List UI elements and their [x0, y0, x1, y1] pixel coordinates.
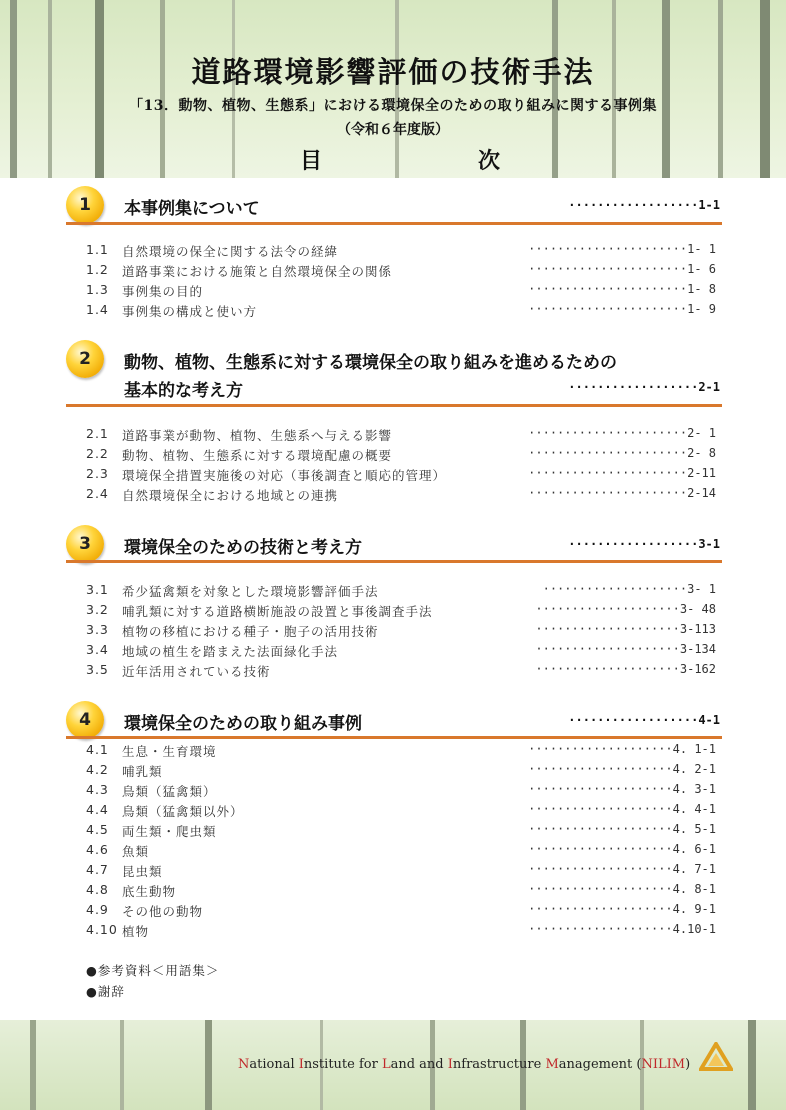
- toc-entry[interactable]: [86, 760, 720, 780]
- footer-cap: L: [381, 1057, 391, 1072]
- entry-label: 哺乳類に対する道路横断施設の設置と事後調査手法: [122, 604, 433, 619]
- section-page-ref: ··················2-1: [568, 380, 720, 394]
- section-title-line-1: 動物、植物、生態系に対する環境保全の取り組みを進めるための: [124, 353, 617, 373]
- toc-heading-char-2: 次: [477, 148, 500, 174]
- toc-entry[interactable]: [86, 260, 720, 280]
- entry-page: ····················3-162: [535, 662, 716, 676]
- footer-text: ational: [249, 1057, 299, 1072]
- toc-entry[interactable]: [86, 900, 720, 920]
- toc-entry[interactable]: [86, 580, 720, 600]
- entry-label: 底生動物: [122, 884, 177, 899]
- entry-number: 4.9: [86, 902, 109, 917]
- entry-label: その他の動物: [122, 904, 204, 919]
- entry-page: ····················4. 3-1: [528, 782, 716, 796]
- entry-label: 希少猛禽類を対象とした環境影響評価手法: [122, 584, 379, 599]
- entry-page: ····················3-134: [535, 642, 716, 656]
- section-divider: [66, 736, 722, 739]
- section-number-badge: 2: [66, 340, 104, 378]
- entry-label: 魚類: [122, 844, 150, 859]
- toc-entry[interactable]: [86, 464, 720, 484]
- section-divider: [66, 560, 722, 563]
- entry-number: 2.1: [86, 426, 109, 441]
- reference-acknowledgements[interactable]: ●謝辞: [86, 984, 125, 999]
- entry-label: 地域の植生を踏まえた法面緑化手法: [122, 644, 339, 659]
- entry-number: 4.7: [86, 862, 109, 877]
- section-1-items: [86, 240, 720, 320]
- section-3-items: [86, 580, 720, 680]
- document-subtitle: 「13．動物、植物、生態系」における環境保全のための取り組みに関する事例集: [129, 98, 657, 114]
- toc-entry[interactable]: [86, 820, 720, 840]
- entry-number: 4.1: [86, 742, 109, 757]
- section-title-line-2: 基本的な考え方: [124, 381, 243, 401]
- institute-name: [238, 1057, 690, 1072]
- entry-number: 3.5: [86, 662, 109, 677]
- nilim-logo-icon: [699, 1042, 733, 1072]
- entry-page: ······················2- 8: [528, 446, 716, 460]
- entry-page: ····················4. 5-1: [528, 822, 716, 836]
- entry-number: 4.8: [86, 882, 109, 897]
- entry-number: 4.4: [86, 802, 109, 817]
- entry-number: 2.2: [86, 446, 109, 461]
- entry-number: 1.1: [86, 242, 109, 257]
- toc-entry[interactable]: [86, 240, 720, 260]
- toc-heading: [300, 144, 500, 175]
- entry-label: 植物: [122, 924, 150, 939]
- entry-page: ······················2-11: [528, 466, 716, 480]
- section-divider: [66, 222, 722, 225]
- section-title: 環境保全のための取り組み事例: [124, 714, 362, 734]
- toc-entry[interactable]: [86, 424, 720, 444]
- toc-entry[interactable]: [86, 860, 720, 880]
- entry-label: 近年活用されている技術: [122, 664, 271, 679]
- entry-number: 4.5: [86, 822, 109, 837]
- entry-number: 3.1: [86, 582, 109, 597]
- entry-number: 4.10: [86, 922, 118, 937]
- footer-cap: I: [447, 1057, 453, 1072]
- entry-page: ······················2- 1: [528, 426, 716, 440]
- entry-page: ····················3-113: [535, 622, 716, 636]
- toc-entry[interactable]: [86, 780, 720, 800]
- footer-text: ): [685, 1057, 691, 1072]
- entry-label: 鳥類（猛禽類以外）: [122, 804, 244, 819]
- entry-number: 3.4: [86, 642, 109, 657]
- footer-text: and and: [390, 1057, 448, 1072]
- entry-label: 道路事業における施策と自然環境保全の関係: [122, 264, 393, 279]
- toc-entry[interactable]: [86, 800, 720, 820]
- section-title: 本事例集について: [124, 199, 260, 219]
- entry-label: 鳥類（猛禽類）: [122, 784, 217, 799]
- entry-page: ····················4. 8-1: [528, 882, 716, 896]
- entry-label: 生息・生育環境: [122, 744, 217, 759]
- section-title: 環境保全のための技術と考え方: [124, 538, 362, 558]
- entry-page: ····················4. 2-1: [528, 762, 716, 776]
- entry-label: 事例集の目的: [122, 284, 204, 299]
- entry-page: ······················1- 9: [528, 302, 716, 316]
- entry-page: ······················1- 8: [528, 282, 716, 296]
- entry-label: 自然環境の保全に関する法令の経緯: [122, 244, 339, 259]
- entry-number: 2.4: [86, 486, 109, 501]
- toc-entry[interactable]: [86, 660, 720, 680]
- document-title: 道路環境影響評価の技術手法: [191, 55, 595, 89]
- toc-entry[interactable]: [86, 620, 720, 640]
- section-number-badge: 3: [66, 525, 104, 563]
- entry-page: ····················3- 48: [535, 602, 716, 616]
- entry-number: 4.3: [86, 782, 109, 797]
- footer-text: nfrastructure: [452, 1057, 546, 1072]
- entry-number: 4.6: [86, 842, 109, 857]
- entry-page: ····················4. 1-1: [528, 742, 716, 756]
- toc-entry[interactable]: [86, 840, 720, 860]
- entry-page: ····················4. 4-1: [528, 802, 716, 816]
- toc-entry[interactable]: [86, 880, 720, 900]
- document-edition: （令和６年度版）: [337, 122, 449, 138]
- entry-label: 植物の移植における種子・胞子の活用技術: [122, 624, 379, 639]
- section-page-ref: ··················4-1: [568, 713, 720, 727]
- footer-cap: I: [298, 1057, 304, 1072]
- entry-page: ····················4. 6-1: [528, 842, 716, 856]
- entry-label: 自然環境保全における地域との連携: [122, 488, 339, 503]
- toc-entry[interactable]: [86, 600, 720, 620]
- entry-label: 両生類・爬虫類: [122, 824, 217, 839]
- entry-label: 事例集の構成と使い方: [122, 304, 258, 319]
- reference-list: [86, 961, 219, 1003]
- entry-label: 昆虫類: [122, 864, 163, 879]
- section-4-items: [86, 740, 720, 940]
- reference-glossary[interactable]: ●参考資料＜用語集＞: [86, 963, 220, 978]
- toc-entry[interactable]: [86, 640, 720, 660]
- entry-page: ······················1- 6: [528, 262, 716, 276]
- entry-number: 1.2: [86, 262, 109, 277]
- toc-entry[interactable]: [86, 300, 720, 320]
- entry-number: 2.3: [86, 466, 109, 481]
- entry-number: 3.2: [86, 602, 109, 617]
- footer-cap: N: [238, 1057, 250, 1072]
- section-divider: [66, 404, 722, 407]
- entry-number: 1.3: [86, 282, 109, 297]
- section-page-ref: ··················1-1: [568, 198, 720, 212]
- section-number-badge: 1: [66, 186, 104, 224]
- section-2-items: [86, 424, 720, 504]
- toc-heading-char-1: 目: [300, 148, 323, 174]
- entry-label: 哺乳類: [122, 764, 163, 779]
- footer-text: nstitute for: [303, 1057, 382, 1072]
- entry-number: 4.2: [86, 762, 109, 777]
- toc-entry[interactable]: [86, 740, 720, 760]
- toc-entry[interactable]: [86, 444, 720, 464]
- entry-number: 1.4: [86, 302, 109, 317]
- entry-page: ······················1- 1: [528, 242, 716, 256]
- entry-number: 3.3: [86, 622, 109, 637]
- section-number-badge: 4: [66, 701, 104, 739]
- entry-label: 環境保全措置実施後の対応（事後調査と順応的管理）: [122, 468, 447, 483]
- entry-page: ····················4. 9-1: [528, 902, 716, 916]
- toc-entry[interactable]: [86, 484, 720, 504]
- footer-cap: NILIM: [641, 1057, 686, 1072]
- entry-label: 道路事業が動物、植物、生態系へ与える影響: [122, 428, 393, 443]
- toc-entry[interactable]: [86, 280, 720, 300]
- entry-page: ····················4. 7-1: [528, 862, 716, 876]
- footer-cap: M: [545, 1057, 559, 1072]
- entry-page: ····················3- 1: [542, 582, 716, 596]
- section-page-ref: ··················3-1: [568, 537, 720, 551]
- footer-text: anagement (: [558, 1057, 642, 1072]
- entry-page: ····················4.10-1: [528, 922, 716, 936]
- entry-label: 動物、植物、生態系に対する環境配慮の概要: [122, 448, 393, 463]
- entry-page: ······················2-14: [528, 486, 716, 500]
- toc-entry[interactable]: [86, 920, 720, 940]
